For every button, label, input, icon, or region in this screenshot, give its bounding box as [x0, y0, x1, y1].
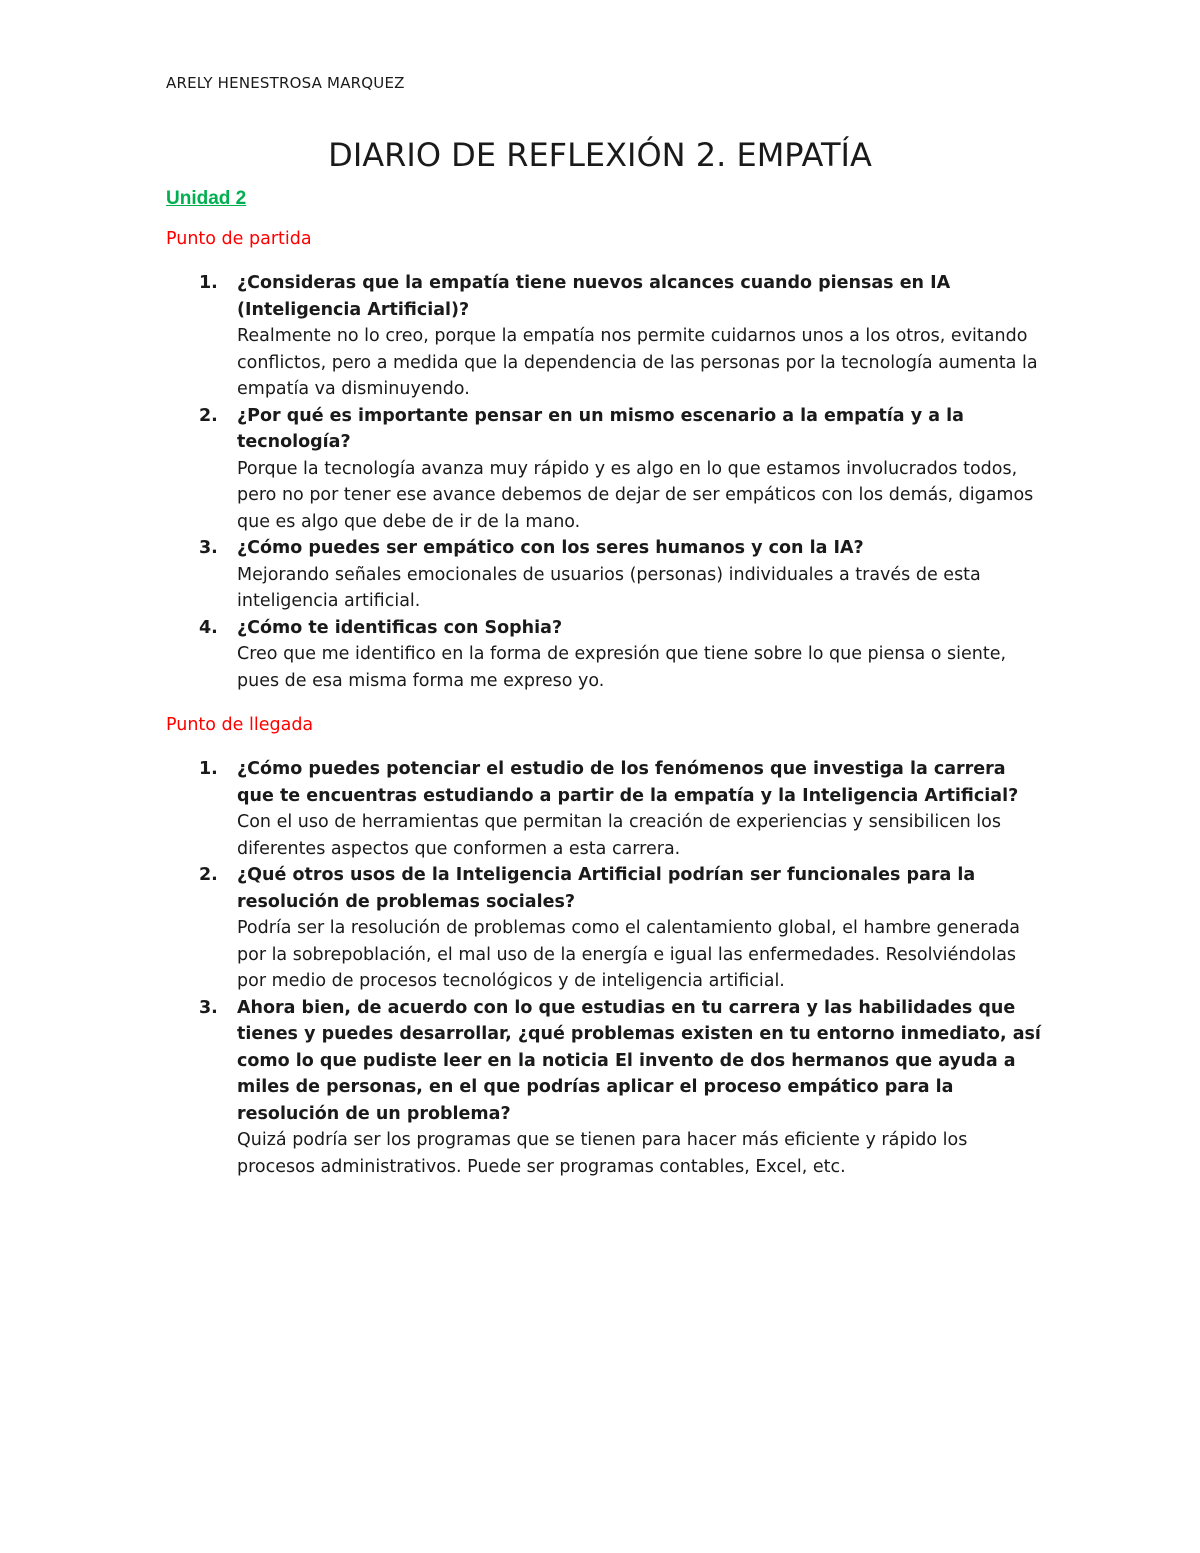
question-list-punto-de-partida [166, 270, 1046, 694]
document-title: DIARIO DE REFLEXIÓN 2. EMPATÍA [328, 136, 872, 174]
question-text: ¿Qué otros usos de la Inteligencia Artificial podrían ser funcionales para la resolución de problemas sociales? [237, 865, 976, 912]
item-number: 1. [199, 273, 218, 293]
item-number: 2. [199, 865, 218, 885]
question-text: ¿Por qué es importante pensar en un mismo escenario a la empatía y a la tecnología? [237, 405, 964, 452]
answer-text: Podría ser la resolución de problemas como el calentamiento global, el hambre generada por la sobrepoblación, el mal uso de la energía e igual las enfermedades. Resolviéndolas por medio de procesos tecnológicos y de inteligencia artificial. [237, 918, 1020, 991]
section-heading-punto-de-partida: Punto de partida [166, 229, 312, 249]
answer-text: Creo que me identifico en la forma de expresión que tiene sobre lo que piensa o siente, pues de esa misma forma me expreso yo. [237, 644, 1007, 691]
answer-text: Quizá podría ser los programas que se tienen para hacer más eficiente y rápido los procesos administrativos. Puede ser programas contables, Excel, etc. [237, 1130, 968, 1177]
item-number: 3. [199, 538, 218, 558]
item-number: 4. [199, 617, 218, 638]
question-text: ¿Cómo puedes potenciar el estudio de los fenómenos que investiga la carrera que te encuentras estudiando a partir de la empatía y la Inteligencia Artificial? [237, 759, 1019, 806]
list-item [166, 270, 1046, 403]
question-list-punto-de-llegada [166, 756, 1046, 1180]
list-item [166, 403, 1046, 536]
list-item [166, 995, 1046, 1181]
list-item [166, 615, 1046, 695]
list-item [166, 862, 1046, 995]
item-number: 2. [199, 405, 218, 426]
answer-text: Realmente no lo creo, porque la empatía nos permite cuidarnos unos a los otros, evitando conflictos, pero a medida que la dependencia de las personas por la tecnología aumenta la empatía va disminuyendo. [237, 326, 1038, 399]
question-text: ¿Cómo te identificas con Sophia? [237, 617, 563, 638]
author-name: ARELY HENESTROSA MARQUEZ [166, 74, 405, 92]
answer-text: Con el uso de herramientas que permitan la creación de experiencias y sensibilicen los diferentes aspectos que conformen a esta carrera. [237, 812, 1001, 859]
item-number: 3. [199, 997, 218, 1018]
question-text: Ahora bien, de acuerdo con lo que estudias en tu carrera y las habilidades que tienes y puedes desarrollar, ¿qué problemas existen en tu entorno inmediato, así como lo que pudiste leer en la noticia El invento de dos hermanos que ayuda a miles de personas, en el que podrías aplicar el proceso empático para la resolución de un problema? [237, 997, 1041, 1124]
unit-label: Unidad 2 [166, 188, 247, 209]
list-item [166, 535, 1046, 615]
question-text: ¿Consideras que la empatía tiene nuevos alcances cuando piensas en IA (Inteligencia Artificial)? [237, 273, 951, 320]
answer-text: Mejorando señales emocionales de usuarios (personas) individuales a través de esta inteligencia artificial. [237, 564, 981, 611]
section-heading-punto-de-llegada: Punto de llegada [166, 715, 314, 735]
question-text: ¿Cómo puedes ser empático con los seres humanos y con la IA? [237, 538, 864, 558]
list-item [166, 756, 1046, 862]
item-number: 1. [199, 759, 218, 779]
answer-text: Porque la tecnología avanza muy rápido y es algo en lo que estamos involucrados todos, pero no por tener ese avance debemos de dejar de ser empáticos con los demás, digamos que es algo que debe de ir de la mano. [237, 458, 1034, 532]
